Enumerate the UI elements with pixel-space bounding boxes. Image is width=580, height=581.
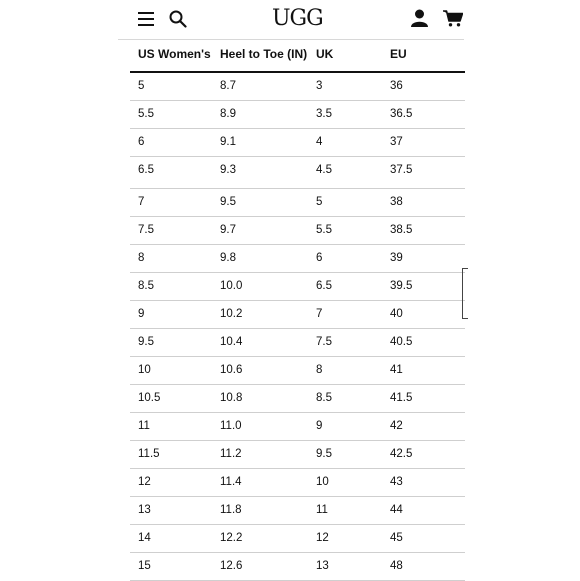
cell-eu: 44 <box>390 504 403 516</box>
site-header <box>0 0 580 40</box>
cell-heel-to-toe: 10.8 <box>220 392 243 404</box>
cell-us-womens: 7.5 <box>138 224 154 236</box>
cell-uk: 6.5 <box>316 280 332 292</box>
table-row <box>130 245 465 273</box>
cell-heel-to-toe: 8.9 <box>220 108 236 120</box>
size-chart-table <box>130 40 465 581</box>
cell-eu: 38.5 <box>390 224 413 236</box>
cell-us-womens: 6.5 <box>138 164 154 176</box>
table-header <box>130 40 465 73</box>
cell-uk: 12 <box>316 532 329 544</box>
table-row <box>130 101 465 129</box>
cell-heel-to-toe: 11.8 <box>220 504 242 516</box>
cell-us-womens: 9.5 <box>138 336 154 348</box>
cell-eu: 38 <box>390 196 403 208</box>
cell-us-womens: 10 <box>138 364 151 376</box>
cell-uk: 4 <box>316 136 323 148</box>
cell-us-womens: 8 <box>138 252 145 264</box>
cell-eu: 39.5 <box>390 280 413 292</box>
cell-heel-to-toe: 10.0 <box>220 280 243 292</box>
cell-uk: 3 <box>316 80 323 92</box>
cell-uk: 13 <box>316 560 329 572</box>
cell-eu: 37 <box>390 136 403 148</box>
cell-heel-to-toe: 10.2 <box>220 308 243 320</box>
cell-eu: 37.5 <box>390 164 413 176</box>
cell-heel-to-toe: 12.2 <box>220 532 243 544</box>
cell-uk: 7 <box>316 308 323 320</box>
cell-uk: 8 <box>316 364 323 376</box>
cell-uk: 8.5 <box>316 392 332 404</box>
table-row <box>130 497 465 525</box>
cell-uk: 10 <box>316 476 329 488</box>
cell-heel-to-toe: 12.6 <box>220 560 243 572</box>
cell-heel-to-toe: 11.4 <box>220 476 242 488</box>
cell-eu: 41.5 <box>390 392 413 404</box>
table-row <box>130 441 465 469</box>
cell-heel-to-toe: 10.6 <box>220 364 243 376</box>
cell-heel-to-toe: 9.8 <box>220 252 236 264</box>
cell-uk: 11 <box>316 504 328 516</box>
cell-heel-to-toe: 9.7 <box>220 224 236 236</box>
cell-eu: 40.5 <box>390 336 413 348</box>
cell-heel-to-toe: 9.3 <box>220 164 236 176</box>
cell-uk: 5 <box>316 196 323 208</box>
cell-eu: 42 <box>390 420 403 432</box>
table-row <box>130 73 465 101</box>
table-body <box>130 73 465 581</box>
cell-eu: 48 <box>390 560 403 572</box>
table-row <box>130 273 465 301</box>
table-row <box>130 525 465 553</box>
cell-uk: 9.5 <box>316 448 332 460</box>
cell-us-womens: 12 <box>138 476 151 488</box>
cell-heel-to-toe: 11.2 <box>220 448 242 460</box>
brand-logo[interactable]: UGG <box>272 6 323 31</box>
column-header-eu: EU <box>390 47 407 61</box>
column-header-uk: UK <box>316 47 334 61</box>
cell-us-womens: 11 <box>138 420 150 432</box>
scrollbar[interactable] <box>462 268 468 319</box>
cell-uk: 9 <box>316 420 323 432</box>
cell-uk: 4.5 <box>316 164 332 176</box>
cell-uk: 7.5 <box>316 336 332 348</box>
table-row <box>130 157 465 189</box>
column-header-heel-to-toe: Heel to Toe (IN) <box>220 47 308 61</box>
cell-us-womens: 15 <box>138 560 151 572</box>
cell-us-womens: 10.5 <box>138 392 161 404</box>
table-row <box>130 357 465 385</box>
cell-us-womens: 9 <box>138 308 145 320</box>
cell-uk: 5.5 <box>316 224 332 236</box>
table-row <box>130 469 465 497</box>
cell-eu: 43 <box>390 476 403 488</box>
cell-heel-to-toe: 8.7 <box>220 80 236 92</box>
cell-eu: 41 <box>390 364 403 376</box>
table-row <box>130 217 465 245</box>
table-row <box>130 553 465 581</box>
cell-us-womens: 7 <box>138 196 145 208</box>
cell-us-womens: 13 <box>138 504 151 516</box>
table-row <box>130 129 465 157</box>
table-row <box>130 189 465 217</box>
column-header-us-womens: US Women's <box>138 47 211 61</box>
table-row <box>130 385 465 413</box>
cell-eu: 39 <box>390 252 403 264</box>
cell-eu: 36 <box>390 80 403 92</box>
cell-us-womens: 5 <box>138 80 145 92</box>
cell-eu: 40 <box>390 308 403 320</box>
search-icon[interactable] <box>169 10 187 28</box>
cell-eu: 36.5 <box>390 108 413 120</box>
cell-uk: 6 <box>316 252 323 264</box>
cell-heel-to-toe: 10.4 <box>220 336 243 348</box>
cell-us-womens: 5.5 <box>138 108 154 120</box>
table-row <box>130 301 465 329</box>
cell-us-womens: 6 <box>138 136 145 148</box>
account-icon[interactable] <box>411 9 428 27</box>
cell-us-womens: 11.5 <box>138 448 160 460</box>
table-row <box>130 329 465 357</box>
cell-eu: 45 <box>390 532 403 544</box>
table-row <box>130 413 465 441</box>
cart-icon[interactable] <box>443 10 463 27</box>
cell-heel-to-toe: 9.5 <box>220 196 236 208</box>
cell-eu: 42.5 <box>390 448 413 460</box>
cell-heel-to-toe: 11.0 <box>220 420 242 432</box>
cell-us-womens: 14 <box>138 532 151 544</box>
menu-icon[interactable] <box>138 12 154 26</box>
cell-uk: 3.5 <box>316 108 332 120</box>
cell-heel-to-toe: 9.1 <box>220 136 236 148</box>
cell-us-womens: 8.5 <box>138 280 154 292</box>
